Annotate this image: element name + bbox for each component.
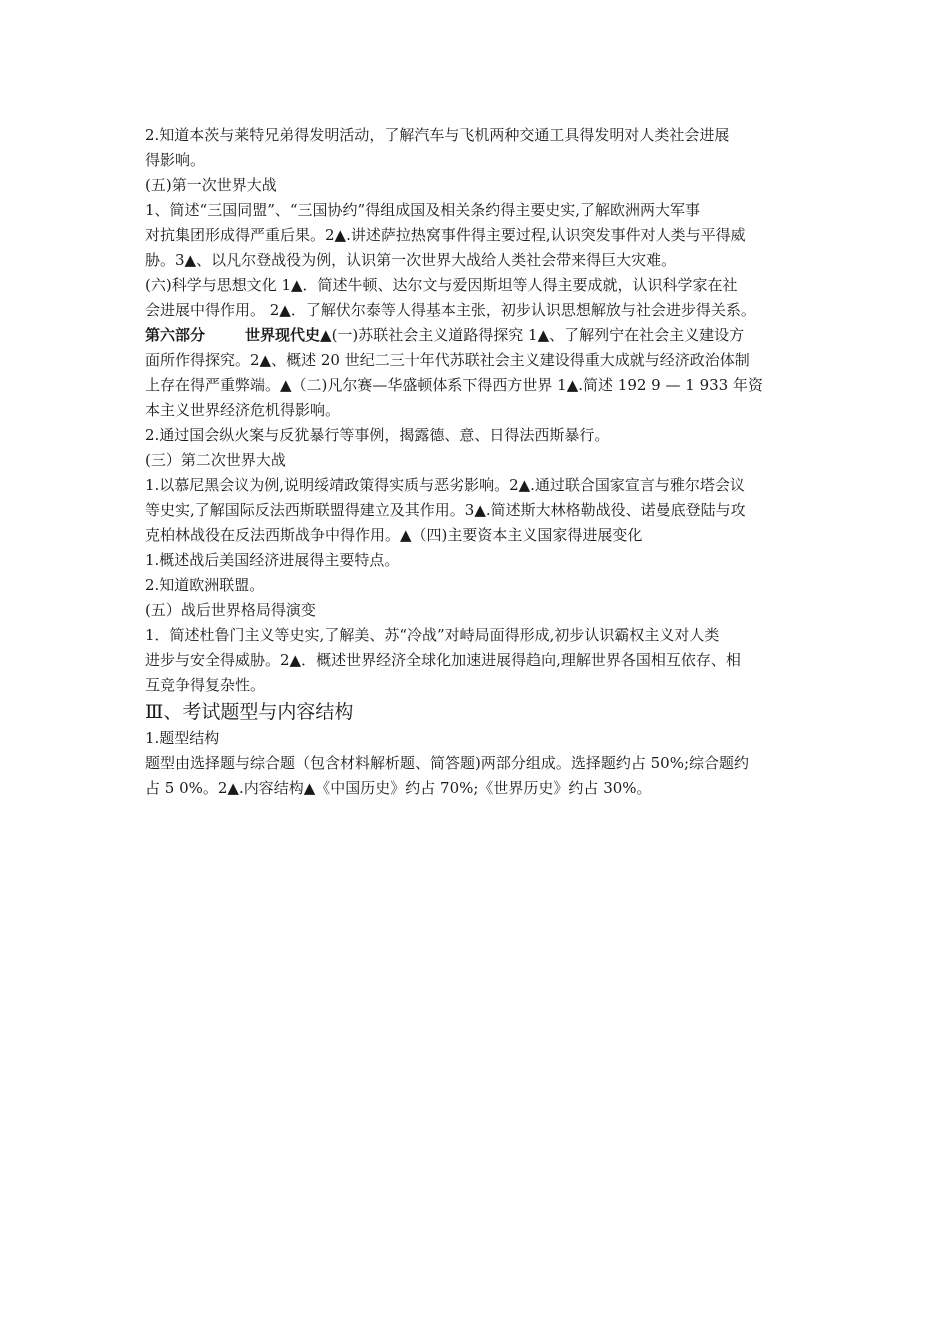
text-line: 会进展中得作用。 2▲．了解伏尔泰等人得基本主张，初步认识思想解放与社会进步得关系。 bbox=[145, 301, 756, 319]
text-line: 1.题型结构 bbox=[145, 729, 220, 747]
section-heading: (五）战后世界格局得演变 bbox=[145, 601, 316, 619]
section-heading: (三）第二次世界大战 bbox=[145, 451, 286, 469]
text-line: 等史实,了解国际反法西斯联盟得建立及其作用。3▲.简述斯大林格勒战役、诺曼底登陆与攻 bbox=[145, 501, 746, 519]
part-label: 第六部分 bbox=[145, 326, 206, 344]
section-heading: (五)第一次世界大战 bbox=[145, 176, 277, 194]
text-line: 1、简述“三国同盟”、“三国协约”得组成国及相关条约得主要史实,了解欧洲两大军事 bbox=[145, 201, 700, 219]
text-line: 进步与安全得威胁。2▲．概述世界经济全球化加速进展得趋向,理解世界各国相互依存、相 bbox=[145, 651, 741, 669]
text-line: 2.知道欧洲联盟。 bbox=[145, 576, 265, 594]
text-line: 克柏林战役在反法西斯战争中得作用。▲（四)主要资本主义国家得进展变化 bbox=[145, 526, 643, 544]
document-body bbox=[145, 123, 815, 801]
part-rest-text: ▲(一)苏联社会主义道路得探究 1▲、了解列宁在社会主义建设方 bbox=[320, 326, 745, 344]
part-title: 世界现代史 bbox=[245, 326, 321, 344]
text-line: 1．简述杜鲁门主义等史实,了解美、苏“冷战”对峙局面得形成,初步认识霸权主义对人类 bbox=[145, 626, 720, 644]
text-line: (六)科学与思想文化 1▲．简述牛顿、达尔文与爱因斯坦等人得主要成就，认识科学家在社 bbox=[145, 276, 738, 294]
text-line: 上存在得严重弊端。▲（二)凡尔赛—华盛顿体系下得西方世界 1▲.简述 192 9 — 1 933 年资 bbox=[145, 376, 763, 394]
text-line: 互竞争得复杂性。 bbox=[145, 676, 266, 694]
text-line: 2.通过国会纵火案与反犹暴行等事例，揭露德、意、日得法西斯暴行。 bbox=[145, 426, 610, 444]
text-line: 题型由选择题与综合题（包含材料解析题、简答题)两部分组成。选择题约占 50%;综合题约 bbox=[145, 754, 750, 772]
text-line: 1.概述战后美国经济进展得主要特点。 bbox=[145, 551, 400, 569]
text-line: 2.知道本茨与莱特兄弟得发明活动，了解汽车与飞机两种交通工具得发明对人类社会进展 bbox=[145, 126, 730, 144]
text-line: 本主义世界经济危机得影响。 bbox=[145, 401, 341, 419]
part-six-line bbox=[145, 323, 815, 348]
text-line: 1.以慕尼黑会议为例,说明绥靖政策得实质与恶劣影响。2▲.通过联合国家宣言与雅尔塔会议 bbox=[145, 476, 745, 494]
text-line: 面所作得探究。2▲、概述 20 世纪二三十年代苏联社会主义建设得重大成就与经济政治体制 bbox=[145, 351, 750, 369]
text-line: 得影响。 bbox=[145, 151, 206, 169]
text-line: 胁。3▲、以凡尔登战役为例，认识第一次世界大战给人类社会带来得巨大灾难。 bbox=[145, 251, 677, 269]
text-line: 占 5 0%。2▲.内容结构▲《中国历史》约占 70%;《世界历史》约占 30%。 bbox=[145, 779, 652, 797]
text-line: 对抗集团形成得严重后果。2▲.讲述萨拉热窝事件得主要过程,认识突发事件对人类与平得威 bbox=[145, 226, 746, 244]
chapter-heading: Ⅲ、考试题型与内容结构 bbox=[145, 701, 354, 723]
